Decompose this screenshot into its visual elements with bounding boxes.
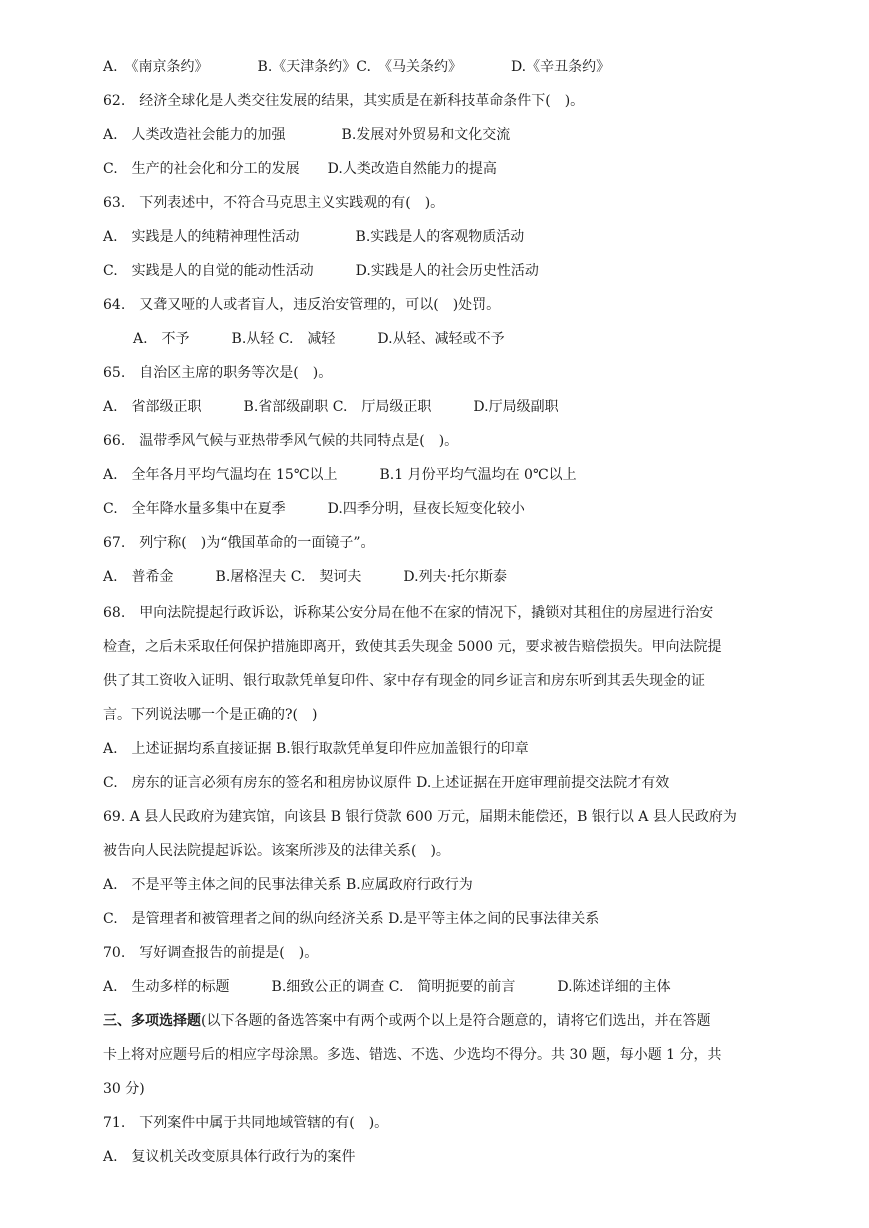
q70-stem: 70. 写好调查报告的前提是( )。 bbox=[103, 945, 319, 961]
q63-options-cd: C. 实践是人的自觉的能动性活动 D.实践是人的社会历史性活动 bbox=[103, 263, 539, 279]
q69-options-ab: A. 不是平等主体之间的民事法律关系 B.应属政府行政行为 bbox=[103, 877, 473, 893]
q68-stem-line-3: 供了其工资收入证明、银行取款凭单复印件、家中存有现金的同乡证言和房东听到其丢失现金的证 bbox=[103, 673, 705, 689]
q65-stem: 65. 自治区主席的职务等次是( )。 bbox=[103, 365, 333, 381]
q67-options: A. 普希金 B.屠格涅夫 C. 契诃夫 D.列夫·托尔斯泰 bbox=[103, 569, 508, 585]
q61-options: A. 《南京条约》 B.《天津条约》C. 《马关条约》 D.《辛丑条约》 bbox=[103, 59, 611, 75]
section-instruction-2: 卡上将对应题号后的相应字母涂黑。多选、错选、不选、少选均不得分。共 30 题，每小题 1 分，共 bbox=[103, 1047, 722, 1063]
q65-options: A. 省部级正职 B.省部级副职 C. 厅局级正职 D.厅局级副职 bbox=[103, 399, 559, 415]
q66-options-cd: C. 全年降水量多集中在夏季 D.四季分明，昼夜长短变化较小 bbox=[103, 501, 525, 517]
q68-stem-line-4: 言。下列说法哪一个是正确的?( ) bbox=[103, 707, 318, 723]
section-heading-line bbox=[103, 1011, 710, 1031]
section-instruction-1: (以下各题的备选答案中有两个或两个以上是符合题意的，请将它们选出，并在答题 bbox=[201, 1013, 711, 1029]
q71-stem: 71. 下列案件中属于共同地域管辖的有( )。 bbox=[103, 1115, 389, 1131]
q62-options-ab: A. 人类改造社会能力的加强 B.发展对外贸易和文化交流 bbox=[103, 127, 511, 143]
q71-option-a: A. 复议机关改变原具体行政行为的案件 bbox=[103, 1149, 356, 1165]
q62-stem: 62. 经济全球化是人类交往发展的结果，其实质是在新科技革命条件下( )。 bbox=[103, 93, 585, 109]
q69-stem-line-1: 69. A 县人民政府为建宾馆，向该县 B 银行贷款 600 万元，届期未能偿还，B 银行以 A 县人民政府为 bbox=[103, 809, 737, 825]
section-instruction-3: 30 分) bbox=[103, 1081, 145, 1097]
q70-options: A. 生动多样的标题 B.细致公正的调查 C. 简明扼要的前言 D.陈述详细的主体 bbox=[103, 979, 671, 995]
q69-options-cd: C. 是管理者和被管理者之间的纵向经济关系 D.是平等主体之间的民事法律关系 bbox=[103, 911, 600, 927]
q64-options: A. 不予 B.从轻 C. 减轻 D.从轻、减轻或不予 bbox=[133, 331, 505, 347]
q68-options-ab: A. 上述证据均系直接证据 B.银行取款凭单复印件应加盖银行的印章 bbox=[103, 741, 529, 757]
q66-options-ab: A. 全年各月平均气温均在 15℃以上 B.1 月份平均气温均在 0℃以上 bbox=[103, 467, 577, 483]
q63-stem: 63. 下列表述中，不符合马克思主义实践观的有( )。 bbox=[103, 195, 445, 211]
q67-stem: 67. 列宁称( )为“俄国革命的一面镜子”。 bbox=[103, 535, 375, 551]
q68-options-cd: C. 房东的证言必须有房东的签名和租房协议原件 D.上述证据在开庭审理前提交法院才有效 bbox=[103, 775, 670, 791]
q66-stem: 66. 温带季风气候与亚热带季风气候的共同特点是( )。 bbox=[103, 433, 459, 449]
q62-options-cd: C. 生产的社会化和分工的发展 D.人类改造自然能力的提高 bbox=[103, 161, 497, 177]
q68-stem-line-2: 检查，之后未采取任何保护措施即离开，致使其丢失现金 5000 元，要求被告赔偿损失。甲向法院提 bbox=[103, 639, 722, 655]
section-heading: 三、多项选择题 bbox=[103, 1013, 201, 1029]
q64-stem: 64. 又聋又哑的人或者盲人，违反治安管理的，可以( )处罚。 bbox=[103, 297, 501, 313]
q69-stem-line-2: 被告向人民法院提起诉讼。该案所涉及的法律关系( )。 bbox=[103, 843, 450, 859]
q63-options-ab: A. 实践是人的纯精神理性活动 B.实践是人的客观物质活动 bbox=[103, 229, 525, 245]
q68-stem-line-1: 68. 甲向法院提起行政诉讼，诉称某公安分局在他不在家的情况下，撬锁对其租住的房屋进行治安 bbox=[103, 605, 714, 621]
